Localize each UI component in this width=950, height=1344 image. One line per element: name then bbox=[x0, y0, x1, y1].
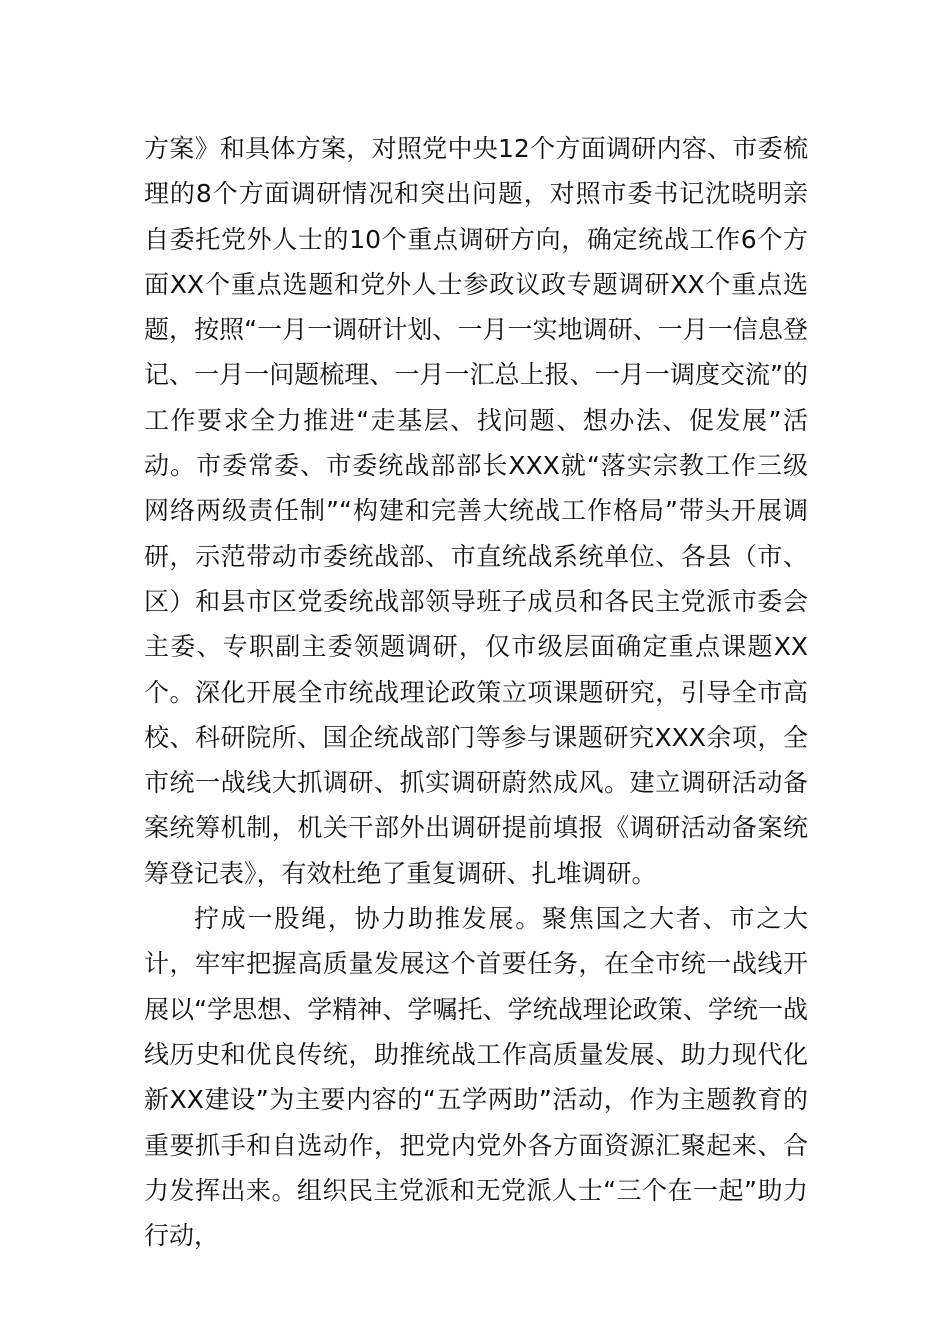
paragraph-boost-development: 拧成一股绳，协力助推发展。聚焦国之大者、市之大计，牢牢把握高质量发展这个首要任务，在全市统一战线开展以“学思想、学精神、学嘱托、学统战理论政策、学统一战线历史和优良传统，助推统战工作高质量发展、助力现代化新XX建设”为主要内容的“五学两助”活动，作为主题教育的重要抓手和自选动作，把党内党外各方面资源汇聚起来、合力发挥出来。组织民主党派和无党派人士“三个在一起”助力行动， bbox=[144, 904, 808, 1251]
document-body bbox=[144, 126, 808, 1258]
paragraph-research-activities: 方案》和具体方案，对照党中央12个方面调研内容、市委梳理的8个方面调研情况和突出问题，对照市委书记沈晓明亲自委托党外人士的10个重点调研方向，确定统战工作6个方面XX个重点选题和党外人士参政议政专题调研XX个重点选题，按照“一月一调研计划、一月一实地调研、一月一信息登记、一月一问题梳理、一月一汇总上报、一月一调度交流”的工作要求全力推进“走基层、找问题、想办法、促发展”活动。市委常委、市委统战部部长XXX就“落实宗教工作三级网络两级责任制”“构建和完善大统战工作格局”带头开展调研，示范带动市委统战部、市直统战系统单位、各县（市、区）和县市区党委统战部领导班子成员和各民主党派市委会主委、专职副主委领题调研，仅市级层面确定重点课题XX个。深化开展全市统战理论政策立项课题研究，引导全市高校、科研院所、国企统战部门等参与课题研究XXX余项，全市统一战线大抓调研、抓实调研蔚然成风。建立调研活动备案统筹机制，机关干部外出调研提前填报《调研活动备案统筹登记表》，有效杜绝了重复调研、扎堆调研。 bbox=[144, 134, 808, 888]
